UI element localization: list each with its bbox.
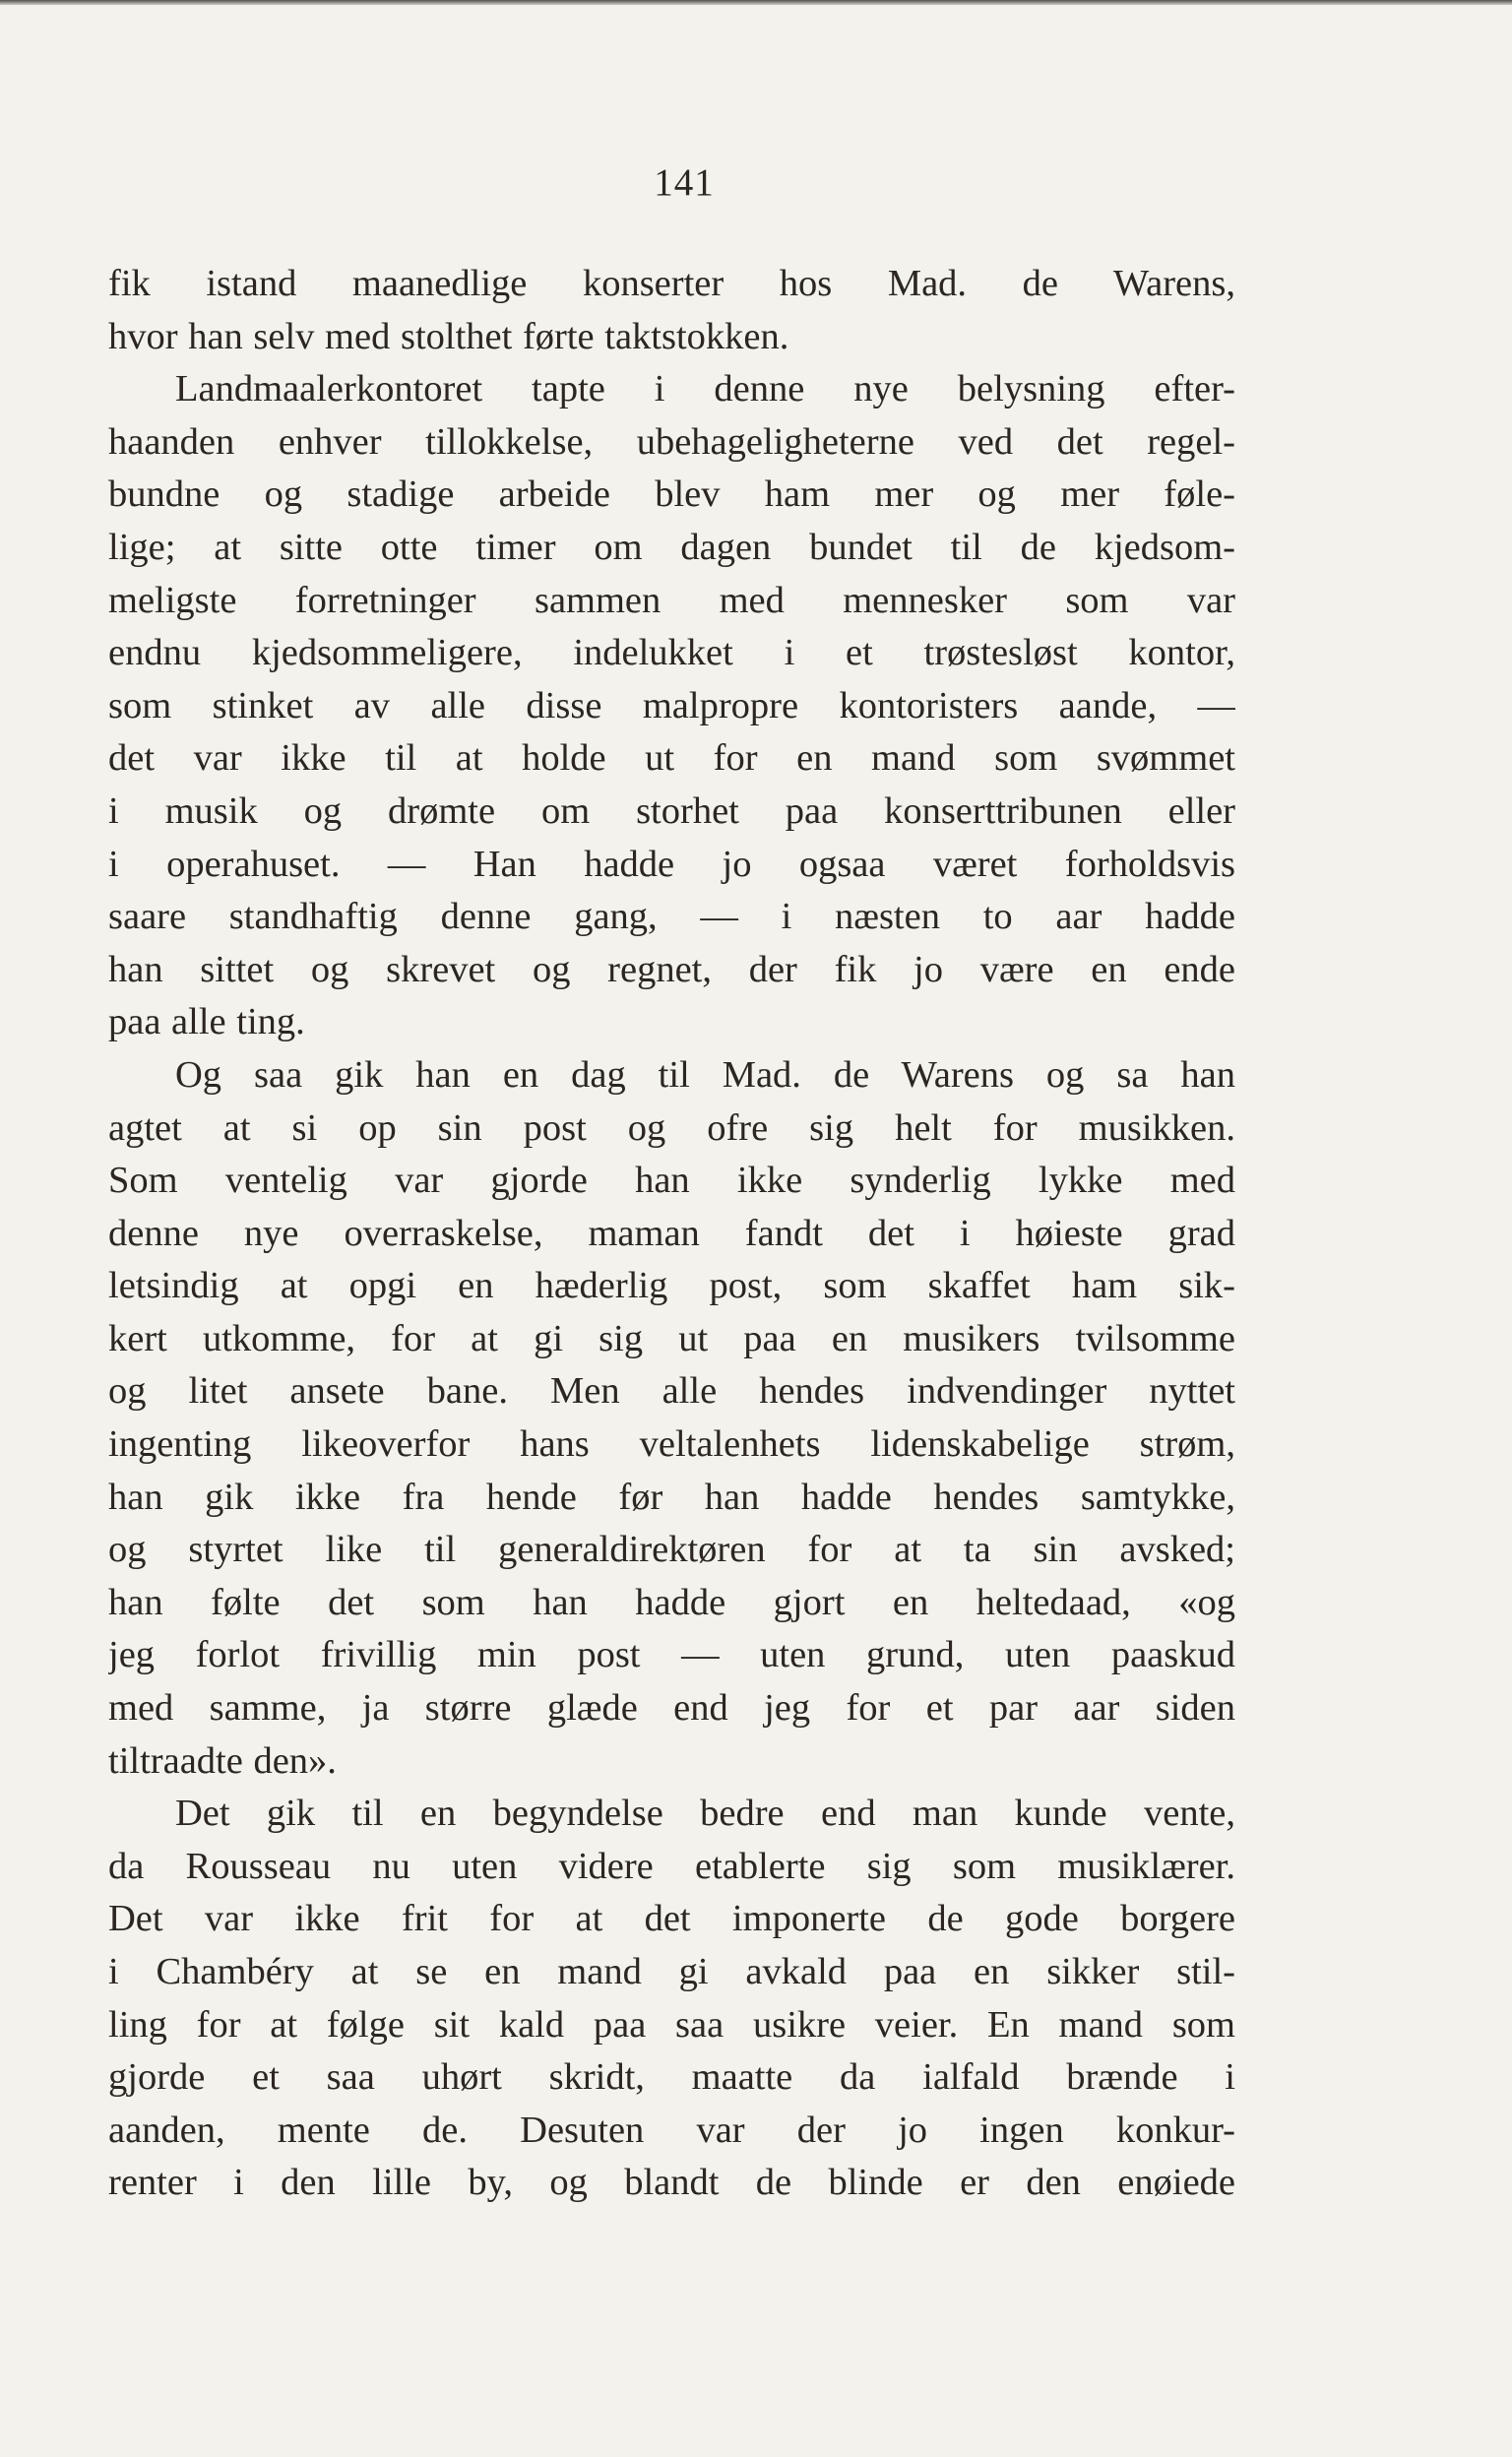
- text-line: haanden enhver tillokkelse, ubehageligheterne ved det regel-: [108, 420, 1235, 463]
- text-line: gjorde et saa uhørt skridt, maatte da ialfald brænde i: [108, 2056, 1235, 2099]
- text-line: Det gik til en begyndelse bedre end man kunde vente,: [175, 1793, 1235, 1835]
- text-line: lige; at sitte otte timer om dagen bundet til de kjedsom-: [108, 526, 1235, 568]
- text-line: agtet at si op sin post og ofre sig helt for musikken.: [108, 1106, 1235, 1149]
- text-line: som stinket av alle disse malpropre kontoristers aande, —: [108, 684, 1235, 726]
- text-line: aanden, mente de. Desuten var der jo ingen konkur-: [108, 2109, 1235, 2151]
- text-line: i Chambéry at se en mand gi avkald paa en sikker stil-: [108, 1951, 1235, 1992]
- page-number: 141: [654, 161, 715, 204]
- text-line: Det var ikke frit for at det imponerte de gode borgere: [108, 1898, 1235, 1940]
- text-line: han følte det som han hadde gjort en heltedaad, «og: [108, 1581, 1235, 1623]
- text-line: Landmaalerkontoret tapte i denne nye belysning efter-: [175, 368, 1235, 410]
- text-line: paa alle ting.: [108, 1001, 305, 1043]
- text-line: han gik ikke fra hende før han hadde hendes samtykke,: [108, 1476, 1235, 1518]
- text-line: saare standhaftig denne gang, — i næsten to aar hadde: [108, 896, 1235, 938]
- text-line: da Rousseau nu uten videre etablerte sig som musiklærer.: [108, 1845, 1235, 1887]
- text-line: i operahuset. — Han hadde jo ogsaa været forholdsvis: [108, 843, 1235, 885]
- text-line: endnu kjedsommeligere, indelukket i et trøstesløst kontor,: [108, 632, 1235, 674]
- text-line: Og saa gik han en dag til Mad. de Warens og sa han: [175, 1053, 1235, 1096]
- text-line: og litet ansete bane. Men alle hendes indvendinger nyttet: [108, 1370, 1235, 1413]
- text-line: fik istand maanedlige konserter hos Mad. de Warens,: [108, 263, 1235, 304]
- text-line: ingenting likeoverfor hans veltalenhets lidenskabelige strøm,: [108, 1423, 1235, 1466]
- text-line: kert utkomme, for at gi sig ut paa en musikers tvilsomme: [108, 1317, 1235, 1359]
- text-line: bundne og stadige arbeide blev ham mer og mer føle-: [108, 473, 1235, 516]
- text-line: Som ventelig var gjorde han ikke synderlig lykke med: [108, 1160, 1235, 1202]
- text-line: med samme, ja større glæde end jeg for et par aar siden: [108, 1687, 1235, 1730]
- text-line: han sittet og skrevet og regnet, der fik jo være en ende: [108, 948, 1235, 990]
- text-line: det var ikke til at holde ut for en mand som svømmet: [108, 737, 1235, 780]
- body-text: [108, 258, 1235, 2210]
- text-line: meligste forretninger sammen med mennesker som var: [108, 579, 1235, 621]
- text-line: og styrtet like til generaldirektøren for at ta sin avsked;: [108, 1529, 1235, 1571]
- text-line: hvor han selv med stolthet førte taktstokken.: [108, 315, 789, 357]
- text-line: tiltraadte den».: [108, 1739, 337, 1782]
- text-line: i musik og drømte om storhet paa konserttribunen eller: [108, 789, 1235, 832]
- text-line: ling for at følge sit kald paa saa usikre veier. En mand som: [108, 2003, 1235, 2046]
- text-line: renter i den lille by, og blandt de blinde er den enøiede: [108, 2162, 1235, 2204]
- text-line: letsindig at opgi en hæderlig post, som skaffet ham sik-: [108, 1265, 1235, 1307]
- text-line: jeg forlot frivillig min post — uten grund, uten paaskud: [108, 1634, 1235, 1676]
- text-line: denne nye overraskelse, maman fandt det i høieste grad: [108, 1212, 1235, 1254]
- page-top-edge: [0, 0, 1512, 5]
